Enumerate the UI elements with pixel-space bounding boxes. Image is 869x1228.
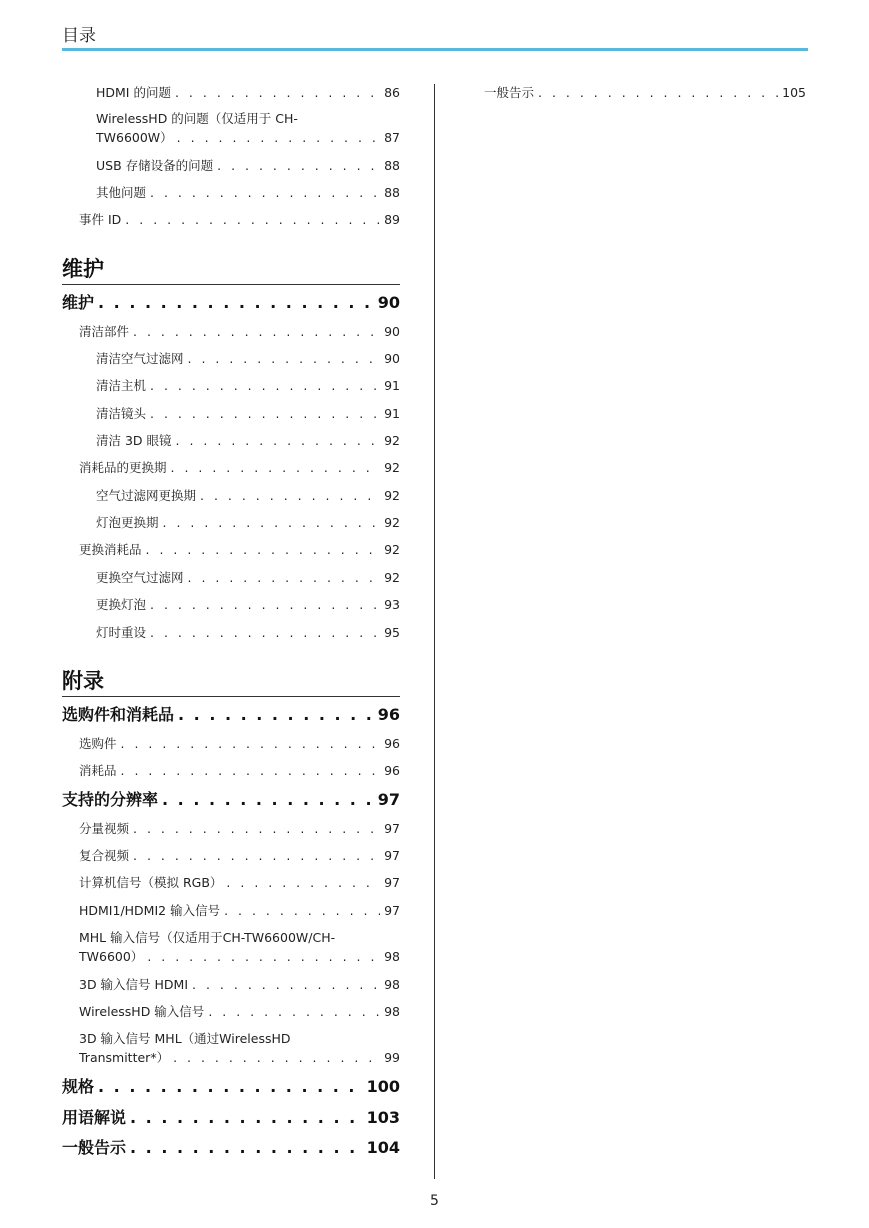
toc-chapter-resolutions[interactable]: [62, 789, 400, 811]
toc-entry-page: 88: [384, 158, 400, 173]
toc-entry-page: 96: [384, 736, 400, 751]
toc-entry-page: 105: [782, 85, 806, 100]
toc-entry-title: 选购件和消耗品: [62, 705, 175, 724]
toc-entry-title: 事件 ID: [79, 212, 122, 227]
toc-entry-page: 98: [384, 1004, 400, 1019]
toc-entry-clean-filter[interactable]: [96, 349, 400, 368]
toc-entry-title: 消耗品: [79, 763, 117, 778]
toc-entry-page: 87: [384, 130, 400, 145]
toc-entry-mhl-input[interactable]: [79, 947, 400, 966]
toc-entry-component[interactable]: [79, 819, 400, 838]
toc-entry-page: 98: [384, 949, 400, 964]
toc-entry-title: 更换空气过滤网: [96, 570, 184, 585]
toc-entry-title: 一般告示: [484, 85, 535, 100]
toc-entry-event-id[interactable]: [79, 210, 400, 229]
toc-entry-title: 清洁部件: [79, 324, 130, 339]
toc-entry-page: 92: [384, 433, 400, 448]
toc-entry-clean-lens[interactable]: [96, 404, 400, 423]
toc-entry-title: 一般告示: [62, 1138, 127, 1157]
toc-entry-hdmi[interactable]: [96, 83, 400, 102]
toc-entry-page: 104: [366, 1138, 400, 1157]
toc-chapter-options-consumables[interactable]: [62, 704, 400, 726]
toc-entry-computer-signal[interactable]: [79, 873, 400, 892]
toc-entry-title: 3D 输入信号 HDMI: [79, 977, 189, 992]
toc-entry-title: TW6600W）: [96, 130, 173, 145]
toc-entry-page: 99: [384, 1050, 400, 1065]
page-number: 5: [430, 1193, 439, 1209]
toc-entry-page: 88: [384, 185, 400, 200]
toc-entry-title: 灯时重设: [96, 625, 147, 640]
toc-chapter-maintenance[interactable]: [62, 292, 400, 314]
toc-entry-title: 计算机信号（模拟 RGB）: [79, 875, 223, 890]
toc-entry-title: 清洁 3D 眼镜: [96, 433, 172, 448]
header-rule: [62, 48, 808, 51]
toc-entry-page: 86: [384, 85, 400, 100]
toc-entry-mhl-input-line1[interactable]: MHL 输入信号（仅适用于CH-TW6600W/CH-: [79, 930, 336, 945]
toc-entry-wirelesshd[interactable]: [96, 128, 400, 147]
toc-entry-filter-period[interactable]: [96, 486, 400, 505]
column-divider: [434, 84, 435, 1179]
toc-entry-title: 清洁镜头: [96, 406, 147, 421]
toc-entry-title: 用语解说: [62, 1108, 127, 1127]
toc-entry-page: 90: [384, 351, 400, 366]
toc-entry-title: Transmitter*）: [79, 1050, 170, 1065]
toc-entry-wirelesshd-input[interactable]: [79, 1002, 400, 1021]
toc-entry-title: 分量视频: [79, 821, 130, 836]
toc-entry-title: 更换灯泡: [96, 597, 147, 612]
toc-entry-lamp-period[interactable]: [96, 513, 400, 532]
toc-entry-clean-3d[interactable]: [96, 431, 400, 450]
toc-entry-usb[interactable]: [96, 156, 400, 175]
toc-entry-3d-mhl-line1[interactable]: 3D 输入信号 MHL（通过WirelessHD: [79, 1031, 291, 1046]
toc-entry-consumables[interactable]: [79, 761, 400, 780]
page-header-title: 目录: [62, 26, 96, 46]
toc-entry-title: 复合视频: [79, 848, 130, 863]
toc-entry-title: USB 存储设备的问题: [96, 158, 214, 173]
toc-entry-general-notice[interactable]: [484, 83, 806, 102]
toc-entry-title: 空气过滤网更换期: [96, 488, 197, 503]
section-title-appendix: 附录: [62, 668, 400, 697]
toc-entry-page: 92: [384, 488, 400, 503]
toc-entry-title: 灯泡更换期: [96, 515, 159, 530]
toc-entry-page: 95: [384, 625, 400, 640]
toc-entry-page: 96: [377, 705, 400, 724]
toc-entry-page: 97: [384, 848, 400, 863]
section-title-maintenance: 维护: [62, 256, 400, 285]
toc-entry-clean-parts[interactable]: [79, 322, 400, 341]
toc-entry-title: 清洁空气过滤网: [96, 351, 184, 366]
toc-entry-title: HDMI1/HDMI2 输入信号: [79, 903, 221, 918]
toc-entry-page: 92: [384, 515, 400, 530]
toc-entry-title: 消耗品的更换期: [79, 460, 167, 475]
toc-entry-replace-consumables[interactable]: [79, 540, 400, 559]
toc-entry-title: 其他问题: [96, 185, 147, 200]
toc-entry-page: 100: [366, 1077, 400, 1096]
toc-entry-lamp-reset[interactable]: [96, 623, 400, 642]
toc-entry-options[interactable]: [79, 734, 400, 753]
toc-entry-page: 92: [384, 570, 400, 585]
toc-entry-3d-hdmi[interactable]: [79, 975, 400, 994]
toc-entry-page: 97: [377, 790, 400, 809]
toc-entry-consumable-period[interactable]: [79, 458, 400, 477]
toc-entry-page: 103: [366, 1108, 400, 1127]
toc-entry-page: 98: [384, 977, 400, 992]
toc-entry-page: 90: [377, 293, 400, 312]
toc-entry-replace-filter[interactable]: [96, 568, 400, 587]
toc-entry-page: 97: [384, 903, 400, 918]
toc-entry-page: 90: [384, 324, 400, 339]
toc-entry-title: 更换消耗品: [79, 542, 142, 557]
toc-entry-title: 清洁主机: [96, 378, 147, 393]
toc-chapter-glossary[interactable]: [62, 1107, 400, 1129]
toc-entry-title: TW6600）: [79, 949, 144, 964]
toc-entry-wirelesshd-line1[interactable]: WirelessHD 的问题（仅适用于 CH-: [96, 111, 298, 126]
toc-entry-title: 选购件: [79, 736, 117, 751]
toc-entry-hdmi-input[interactable]: [79, 901, 400, 920]
toc-entry-page: 89: [384, 212, 400, 227]
toc-chapter-specs[interactable]: [62, 1076, 400, 1098]
toc-entry-page: 92: [384, 460, 400, 475]
toc-entry-3d-mhl[interactable]: [79, 1048, 400, 1067]
toc-entry-page: 93: [384, 597, 400, 612]
toc-entry-title: 规格: [62, 1077, 95, 1096]
toc-entry-other[interactable]: [96, 183, 400, 202]
toc-entry-title: WirelessHD 输入信号: [79, 1004, 205, 1019]
toc-chapter-notes[interactable]: [62, 1137, 400, 1159]
toc-entry-replace-lamp[interactable]: [96, 595, 400, 614]
toc-entry-page: 97: [384, 821, 400, 836]
toc-entry-clean-main[interactable]: [96, 376, 400, 395]
toc-entry-title: 支持的分辨率: [62, 790, 159, 809]
toc-entry-page: 97: [384, 875, 400, 890]
toc-entry-title: 维护: [62, 293, 95, 312]
toc-entry-title: HDMI 的问题: [96, 85, 171, 100]
toc-entry-page: 91: [384, 406, 400, 421]
toc-entry-page: 91: [384, 378, 400, 393]
toc-entry-page: 92: [384, 542, 400, 557]
toc-entry-composite[interactable]: [79, 846, 400, 865]
toc-entry-page: 96: [384, 763, 400, 778]
